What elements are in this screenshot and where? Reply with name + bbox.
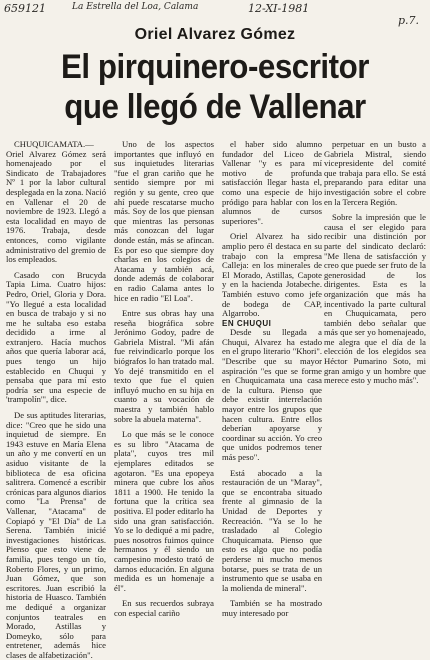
paragraph: De sus aptitudes literarias, dice: "Creo que he sido una inquietud de siempre. En 1943 estuve en María Elena un año y me convertí en un asiduo visitante de la biblioteca de esa oficina salitrera. Comencé a escribir crónicas para algunos diarios como "La Prensa" de Vallenar, "Atacama" de Copiapó y "El Día" de La Serena. También inicié investigaciones históricas. Pienso que esto viene de familia, pues tengo un tío, Roberto Flores, y un primo, Juan Gómez, que son escritores. Juan escribió la historia de Huasco. También me dediqué a organizar conjuntos teatrales en Morado, Astillas y Domeyko, sólo para entretener, además hice clases de alfabetización". [6,410,106,660]
paragraph: Entre sus obras hay una reseña biográfica sobre Jerónimo Godoy, padre de Gabriela Mistral. "Mi afán fue reivindicarlo porque los biógrafos lo han tratado mal. Yo dejé transmitido en el texto que fue el quien influyó mucho en su hija en cuanto a su vocación de maestra y también hablo sobre la abuela materna". [114,308,214,424]
paragraph: Lo que más se le conoce es su libro "Atacama de plata", cuyos tres mil ejemplares editados se agotaron. "Es una epopeya minera que cubre los años 1811 a 1900. He tenido la fortuna que la crítica sea positiva. El poder editarlo ha sido una gran satisfacción. Yo se lo dediqué a mi padre, pues nosotros fuimos quince hermanos y él siendo un campesino modesto trató de darnos educación. En alguna medida es un homenaje a él". [114,429,214,593]
article-column-3 [222,139,322,618]
headline-line-1: El pirquinero-escritor [61,48,369,86]
paragraph: CHUQUICAMATA.— Oriel Alvarez Gómez será homenajeado por el Sindicato de Trabajadores Nº 1 por la labor cultural desplegada en la zona. Nació en Vallenar el 20 de noviembre de 1923. Llegó a esta localidad en mayo de 1976. Trabaja, desde entonces, como vigilante administrativo del gremio de los empleados. [6,139,106,265]
article-byline: Oriel Alvarez Gómez [134,26,296,43]
paragraph: También se ha mostrado muy interesado por [222,598,322,618]
paragraph: Sobre la impresión que le causa el ser elegido para recibir una distinción por parte del sindicato declaró: "Me llena de satisfacción y creo que puede ser fruto de la generosidad de los dirigentes. Esta es la organización que más ha incentivado la parte cultural en Chuquicamata, pero también debo señalar que más que ser yo homenajeado, me alegra que el día de la elección de los elegidos sea Héctor Pumarino Soto, mi gran amigo y un hombre que merece esto y mucho más". [324,212,426,386]
paragraph: En sus recuerdos subraya con especial cariño [114,598,214,618]
paragraph: Desde su llegada a Chuqui, Alvarez ha estado en el grupo literario "Khori". "Describe que su mayor aspiración "es que se forme en Chuquicamata una casa de la cultura. Pienso que debe existir interrelación mayor entre los grupos que hacen cultura. Entre ellos deberían apoyarse y coordinar su acción. Yo creo que unidos podremos tener más peso". [222,327,322,462]
paragraph: Casado con Brucyda Tapia Lima. Cuatro hijos: Pedro, Oriel, Gloria y Dora. "Yo llegué a esta localidad en busca de trabajo y si no me he sultaba eso estaba decidido a irme al extranjero. Hacía muchos años que quería laborar acá, pues tengo un hijo establecido en Chuqui y pensaba que para mí esto podría ser una especie de 'trampolín'", dice. [6,269,106,405]
paragraph: Está abocado a la restauración de un "Maray", que se encontraba situado frente al gimnasio de la Unidad de Deportes y Recreación. "Ya se lo he trasladado al Colegio Chuquicamata. Pienso que esto es algo que no podía perderse ni mucho menos botarse, pues se trata de un instrumento que se usaba en la molienda de mineral". [222,467,322,593]
paragraph: perpetuar en un busto a Gabriela Mistral, siendo vicepresidente del comité que trabaja para ello. Se está preparando para editar una investigación sobre el cobre en la Tercera Región. [324,139,426,207]
handwritten-page-number: p.7. [398,14,420,27]
headline-line-2: que llegó de Vallenar [64,88,366,126]
handwritten-reference-number: 659121 [4,2,46,15]
handwritten-source: La Estrella del Loa, Calama [72,2,199,12]
paragraph: Oriel Alvarez ha sido amplio pero él destaca en su trabajo con la empresa Calleja: en los minerales de El Morado, Astillas, Capote y en la hacienda Jotabeche. También estuvo como jefe de bodega de CAP, Algarrobo. [222,231,322,319]
article-column-2 [114,139,214,618]
paragraph: Uno de los aspectos importantes que influyó en sus inquietudes literarias "fue el gran cariño que he sentido siempre por mi región y su gente, creo que ahí puede rescatarse mucho más. Soy de los que piensan que mientras las personas más conozcan del lugar donde están, más se afincan. Es por eso que siempre doy charlas en los colegios de Atacama y también acá, donde además de colaborar en radio Calama antes lo hice en radio "El Loa". [114,139,214,303]
handwritten-date: 12-XI-1981 [248,2,310,15]
paragraph: el haber sido alumno fundador del Liceo de Vallenar "y es para mí motivo de profunda satisfacción llegar hasta el, como una especie de hijo pródigo para hablar con los alumnos de cursos superiores". [222,139,322,226]
article-column-1 [6,139,106,660]
section-subheading: EN CHUQUI [222,318,272,328]
article-column-4 [324,140,426,598]
